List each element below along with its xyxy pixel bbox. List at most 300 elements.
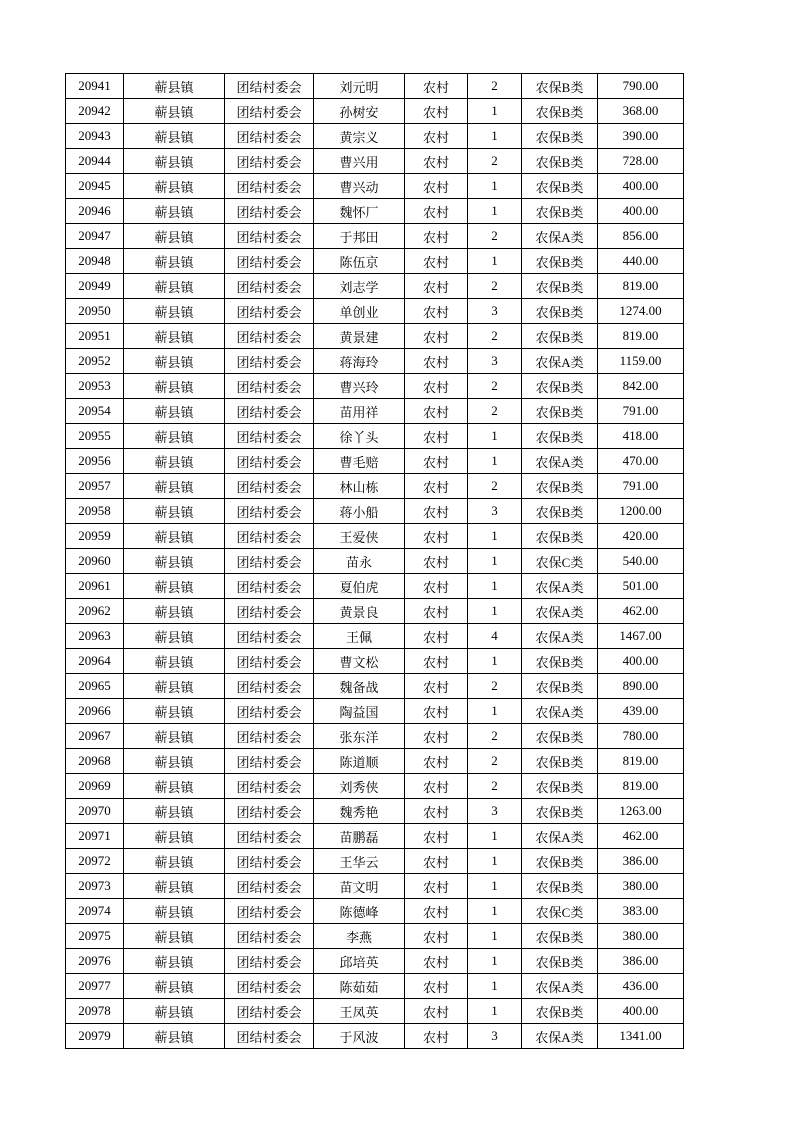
village-committee-cell: 团结村委会 <box>225 674 314 699</box>
area-type-cell: 农村 <box>405 574 468 599</box>
table-row <box>66 499 684 524</box>
amount-cell: 1263.00 <box>598 799 684 824</box>
table-row <box>66 874 684 899</box>
area-type-cell: 农村 <box>405 174 468 199</box>
insurance-category-cell: 农保C类 <box>522 899 598 924</box>
town-cell: 蕲县镇 <box>124 874 225 899</box>
town-cell: 蕲县镇 <box>124 824 225 849</box>
village-committee-cell: 团结村委会 <box>225 749 314 774</box>
person-count-cell: 2 <box>468 674 522 699</box>
insurance-category-cell: 农保A类 <box>522 349 598 374</box>
table-row <box>66 674 684 699</box>
record-id-cell: 20957 <box>66 474 124 499</box>
record-id-cell: 20979 <box>66 1024 124 1049</box>
area-type-cell: 农村 <box>405 599 468 624</box>
record-id-cell: 20942 <box>66 99 124 124</box>
area-type-cell: 农村 <box>405 524 468 549</box>
person-count-cell: 3 <box>468 799 522 824</box>
record-id-cell: 20954 <box>66 399 124 424</box>
person-count-cell: 1 <box>468 199 522 224</box>
amount-cell: 791.00 <box>598 399 684 424</box>
record-id-cell: 20943 <box>66 124 124 149</box>
amount-cell: 819.00 <box>598 274 684 299</box>
village-committee-cell: 团结村委会 <box>225 299 314 324</box>
area-type-cell: 农村 <box>405 499 468 524</box>
amount-cell: 383.00 <box>598 899 684 924</box>
village-committee-cell: 团结村委会 <box>225 874 314 899</box>
table-row <box>66 949 684 974</box>
village-committee-cell: 团结村委会 <box>225 949 314 974</box>
person-count-cell: 1 <box>468 949 522 974</box>
town-cell: 蕲县镇 <box>124 524 225 549</box>
person-name-cell: 王爱侠 <box>314 524 405 549</box>
town-cell: 蕲县镇 <box>124 949 225 974</box>
table-row <box>66 799 684 824</box>
table-row <box>66 399 684 424</box>
person-count-cell: 2 <box>468 724 522 749</box>
amount-cell: 501.00 <box>598 574 684 599</box>
person-count-cell: 3 <box>468 1024 522 1049</box>
record-id-cell: 20949 <box>66 274 124 299</box>
record-id-cell: 20971 <box>66 824 124 849</box>
record-id-cell: 20975 <box>66 924 124 949</box>
town-cell: 蕲县镇 <box>124 449 225 474</box>
amount-cell: 1274.00 <box>598 299 684 324</box>
area-type-cell: 农村 <box>405 849 468 874</box>
amount-cell: 400.00 <box>598 649 684 674</box>
town-cell: 蕲县镇 <box>124 799 225 824</box>
record-id-cell: 20978 <box>66 999 124 1024</box>
amount-cell: 790.00 <box>598 74 684 99</box>
insurance-category-cell: 农保B类 <box>522 924 598 949</box>
table-row <box>66 774 684 799</box>
person-name-cell: 张东洋 <box>314 724 405 749</box>
person-name-cell: 曹兴玲 <box>314 374 405 399</box>
person-count-cell: 2 <box>468 324 522 349</box>
insurance-category-cell: 农保A类 <box>522 699 598 724</box>
area-type-cell: 农村 <box>405 474 468 499</box>
record-id-cell: 20967 <box>66 724 124 749</box>
town-cell: 蕲县镇 <box>124 149 225 174</box>
area-type-cell: 农村 <box>405 374 468 399</box>
town-cell: 蕲县镇 <box>124 349 225 374</box>
record-id-cell: 20977 <box>66 974 124 999</box>
area-type-cell: 农村 <box>405 424 468 449</box>
person-name-cell: 黄景建 <box>314 324 405 349</box>
record-id-cell: 20951 <box>66 324 124 349</box>
village-committee-cell: 团结村委会 <box>225 99 314 124</box>
table-row <box>66 474 684 499</box>
person-name-cell: 魏怀厂 <box>314 199 405 224</box>
village-committee-cell: 团结村委会 <box>225 224 314 249</box>
person-name-cell: 于邦田 <box>314 224 405 249</box>
record-id-cell: 20961 <box>66 574 124 599</box>
village-committee-cell: 团结村委会 <box>225 124 314 149</box>
town-cell: 蕲县镇 <box>124 749 225 774</box>
record-id-cell: 20960 <box>66 549 124 574</box>
area-type-cell: 农村 <box>405 649 468 674</box>
person-count-cell: 2 <box>468 399 522 424</box>
area-type-cell: 农村 <box>405 624 468 649</box>
person-count-cell: 1 <box>468 124 522 149</box>
amount-cell: 439.00 <box>598 699 684 724</box>
area-type-cell: 农村 <box>405 824 468 849</box>
person-name-cell: 曹兴动 <box>314 174 405 199</box>
amount-cell: 1341.00 <box>598 1024 684 1049</box>
town-cell: 蕲县镇 <box>124 574 225 599</box>
insurance-category-cell: 农保B类 <box>522 149 598 174</box>
town-cell: 蕲县镇 <box>124 74 225 99</box>
area-type-cell: 农村 <box>405 999 468 1024</box>
person-count-cell: 1 <box>468 999 522 1024</box>
record-id-cell: 20948 <box>66 249 124 274</box>
village-committee-cell: 团结村委会 <box>225 199 314 224</box>
person-count-cell: 3 <box>468 299 522 324</box>
amount-cell: 856.00 <box>598 224 684 249</box>
record-id-cell: 20974 <box>66 899 124 924</box>
insurance-category-cell: 农保B类 <box>522 274 598 299</box>
area-type-cell: 农村 <box>405 74 468 99</box>
person-name-cell: 苗文明 <box>314 874 405 899</box>
amount-cell: 436.00 <box>598 974 684 999</box>
person-name-cell: 蒋小船 <box>314 499 405 524</box>
town-cell: 蕲县镇 <box>124 399 225 424</box>
person-count-cell: 2 <box>468 74 522 99</box>
person-count-cell: 4 <box>468 624 522 649</box>
amount-cell: 386.00 <box>598 949 684 974</box>
record-id-cell: 20958 <box>66 499 124 524</box>
record-id-cell: 20973 <box>66 874 124 899</box>
person-name-cell: 魏秀艳 <box>314 799 405 824</box>
person-name-cell: 徐丫头 <box>314 424 405 449</box>
person-count-cell: 1 <box>468 649 522 674</box>
town-cell: 蕲县镇 <box>124 374 225 399</box>
area-type-cell: 农村 <box>405 674 468 699</box>
person-count-cell: 1 <box>468 924 522 949</box>
amount-cell: 368.00 <box>598 99 684 124</box>
person-name-cell: 王华云 <box>314 849 405 874</box>
village-committee-cell: 团结村委会 <box>225 799 314 824</box>
village-committee-cell: 团结村委会 <box>225 974 314 999</box>
insurance-category-cell: 农保A类 <box>522 624 598 649</box>
area-type-cell: 农村 <box>405 749 468 774</box>
area-type-cell: 农村 <box>405 124 468 149</box>
person-name-cell: 陈道顺 <box>314 749 405 774</box>
record-id-cell: 20968 <box>66 749 124 774</box>
table-row <box>66 99 684 124</box>
record-id-cell: 20962 <box>66 599 124 624</box>
person-count-cell: 1 <box>468 424 522 449</box>
insurance-category-cell: 农保B类 <box>522 499 598 524</box>
table-row <box>66 974 684 999</box>
area-type-cell: 农村 <box>405 974 468 999</box>
table-row <box>66 374 684 399</box>
record-id-cell: 20969 <box>66 774 124 799</box>
table-row <box>66 74 684 99</box>
person-count-cell: 1 <box>468 99 522 124</box>
insurance-category-cell: 农保B类 <box>522 99 598 124</box>
town-cell: 蕲县镇 <box>124 599 225 624</box>
insurance-category-cell: 农保B类 <box>522 874 598 899</box>
person-name-cell: 黄宗义 <box>314 124 405 149</box>
person-name-cell: 王凤英 <box>314 999 405 1024</box>
person-count-cell: 1 <box>468 174 522 199</box>
insurance-category-cell: 农保B类 <box>522 774 598 799</box>
person-name-cell: 陶益国 <box>314 699 405 724</box>
record-id-cell: 20955 <box>66 424 124 449</box>
town-cell: 蕲县镇 <box>124 699 225 724</box>
person-name-cell: 刘秀侠 <box>314 774 405 799</box>
insurance-category-cell: 农保B类 <box>522 249 598 274</box>
area-type-cell: 农村 <box>405 699 468 724</box>
table-row <box>66 1024 684 1049</box>
person-count-cell: 1 <box>468 974 522 999</box>
person-name-cell: 刘元明 <box>314 74 405 99</box>
record-id-cell: 20976 <box>66 949 124 974</box>
amount-cell: 791.00 <box>598 474 684 499</box>
person-count-cell: 2 <box>468 149 522 174</box>
insurance-category-cell: 农保C类 <box>522 549 598 574</box>
insurance-category-cell: 农保B类 <box>522 649 598 674</box>
village-committee-cell: 团结村委会 <box>225 149 314 174</box>
person-name-cell: 孙树安 <box>314 99 405 124</box>
area-type-cell: 农村 <box>405 224 468 249</box>
person-count-cell: 1 <box>468 899 522 924</box>
person-name-cell: 李燕 <box>314 924 405 949</box>
town-cell: 蕲县镇 <box>124 624 225 649</box>
area-type-cell: 农村 <box>405 299 468 324</box>
person-count-cell: 1 <box>468 549 522 574</box>
area-type-cell: 农村 <box>405 99 468 124</box>
table-row <box>66 824 684 849</box>
insurance-category-cell: 农保A类 <box>522 449 598 474</box>
town-cell: 蕲县镇 <box>124 474 225 499</box>
record-id-cell: 20964 <box>66 649 124 674</box>
amount-cell: 400.00 <box>598 999 684 1024</box>
amount-cell: 380.00 <box>598 924 684 949</box>
insurance-category-cell: 农保A类 <box>522 824 598 849</box>
insurance-category-cell: 农保B类 <box>522 999 598 1024</box>
person-count-cell: 1 <box>468 849 522 874</box>
area-type-cell: 农村 <box>405 149 468 174</box>
amount-cell: 1467.00 <box>598 624 684 649</box>
town-cell: 蕲县镇 <box>124 974 225 999</box>
table-row <box>66 424 684 449</box>
village-committee-cell: 团结村委会 <box>225 849 314 874</box>
village-committee-cell: 团结村委会 <box>225 624 314 649</box>
insurance-category-cell: 农保B类 <box>522 324 598 349</box>
town-cell: 蕲县镇 <box>124 249 225 274</box>
person-name-cell: 曹毛赔 <box>314 449 405 474</box>
village-committee-cell: 团结村委会 <box>225 1024 314 1049</box>
area-type-cell: 农村 <box>405 399 468 424</box>
table-row <box>66 599 684 624</box>
person-name-cell: 刘志学 <box>314 274 405 299</box>
record-id-cell: 20945 <box>66 174 124 199</box>
insurance-category-cell: 农保B类 <box>522 724 598 749</box>
amount-cell: 420.00 <box>598 524 684 549</box>
insurance-category-cell: 农保A类 <box>522 599 598 624</box>
table-row <box>66 124 684 149</box>
person-count-cell: 2 <box>468 274 522 299</box>
person-count-cell: 3 <box>468 499 522 524</box>
area-type-cell: 农村 <box>405 549 468 574</box>
insurance-category-cell: 农保B类 <box>522 424 598 449</box>
amount-cell: 462.00 <box>598 599 684 624</box>
person-name-cell: 苗鹏磊 <box>314 824 405 849</box>
record-id-cell: 20966 <box>66 699 124 724</box>
area-type-cell: 农村 <box>405 774 468 799</box>
village-committee-cell: 团结村委会 <box>225 399 314 424</box>
village-committee-cell: 团结村委会 <box>225 824 314 849</box>
record-id-cell: 20952 <box>66 349 124 374</box>
table-row <box>66 199 684 224</box>
table-body <box>66 74 684 1049</box>
town-cell: 蕲县镇 <box>124 674 225 699</box>
table-row <box>66 724 684 749</box>
town-cell: 蕲县镇 <box>124 774 225 799</box>
person-name-cell: 苗永 <box>314 549 405 574</box>
person-count-cell: 2 <box>468 774 522 799</box>
amount-cell: 780.00 <box>598 724 684 749</box>
insurance-category-cell: 农保B类 <box>522 74 598 99</box>
town-cell: 蕲县镇 <box>124 849 225 874</box>
village-committee-cell: 团结村委会 <box>225 74 314 99</box>
person-name-cell: 单创业 <box>314 299 405 324</box>
table-row <box>66 324 684 349</box>
insurance-category-cell: 农保B类 <box>522 799 598 824</box>
table-row <box>66 999 684 1024</box>
table-row <box>66 249 684 274</box>
area-type-cell: 农村 <box>405 924 468 949</box>
amount-cell: 380.00 <box>598 874 684 899</box>
table-row <box>66 624 684 649</box>
insurance-category-cell: 农保B类 <box>522 474 598 499</box>
person-count-cell: 1 <box>468 599 522 624</box>
amount-cell: 418.00 <box>598 424 684 449</box>
table-row <box>66 349 684 374</box>
amount-cell: 462.00 <box>598 824 684 849</box>
area-type-cell: 农村 <box>405 899 468 924</box>
insurance-category-cell: 农保A类 <box>522 1024 598 1049</box>
insurance-category-cell: 农保B类 <box>522 749 598 774</box>
amount-cell: 842.00 <box>598 374 684 399</box>
village-committee-cell: 团结村委会 <box>225 524 314 549</box>
record-id-cell: 20944 <box>66 149 124 174</box>
area-type-cell: 农村 <box>405 324 468 349</box>
table-row <box>66 549 684 574</box>
table-row <box>66 174 684 199</box>
person-count-cell: 3 <box>468 349 522 374</box>
person-name-cell: 王佩 <box>314 624 405 649</box>
amount-cell: 728.00 <box>598 149 684 174</box>
record-id-cell: 20950 <box>66 299 124 324</box>
person-count-cell: 1 <box>468 449 522 474</box>
village-committee-cell: 团结村委会 <box>225 499 314 524</box>
person-name-cell: 黄景良 <box>314 599 405 624</box>
town-cell: 蕲县镇 <box>124 299 225 324</box>
table-row <box>66 649 684 674</box>
table-row <box>66 849 684 874</box>
amount-cell: 1200.00 <box>598 499 684 524</box>
town-cell: 蕲县镇 <box>124 724 225 749</box>
village-committee-cell: 团结村委会 <box>225 924 314 949</box>
record-id-cell: 20956 <box>66 449 124 474</box>
person-name-cell: 陈德峰 <box>314 899 405 924</box>
village-committee-cell: 团结村委会 <box>225 649 314 674</box>
person-count-cell: 1 <box>468 699 522 724</box>
village-committee-cell: 团结村委会 <box>225 474 314 499</box>
table-row <box>66 149 684 174</box>
village-committee-cell: 团结村委会 <box>225 349 314 374</box>
amount-cell: 819.00 <box>598 324 684 349</box>
table-row <box>66 224 684 249</box>
town-cell: 蕲县镇 <box>124 224 225 249</box>
person-name-cell: 曹文松 <box>314 649 405 674</box>
amount-cell: 470.00 <box>598 449 684 474</box>
amount-cell: 400.00 <box>598 199 684 224</box>
amount-cell: 819.00 <box>598 774 684 799</box>
town-cell: 蕲县镇 <box>124 899 225 924</box>
insurance-category-cell: 农保B类 <box>522 674 598 699</box>
amount-cell: 386.00 <box>598 849 684 874</box>
village-committee-cell: 团结村委会 <box>225 899 314 924</box>
record-id-cell: 20965 <box>66 674 124 699</box>
insurance-category-cell: 农保B类 <box>522 124 598 149</box>
table-row <box>66 299 684 324</box>
amount-cell: 540.00 <box>598 549 684 574</box>
person-count-cell: 2 <box>468 749 522 774</box>
table-row <box>66 749 684 774</box>
village-committee-cell: 团结村委会 <box>225 374 314 399</box>
village-committee-cell: 团结村委会 <box>225 249 314 274</box>
insurance-category-cell: 农保B类 <box>522 374 598 399</box>
person-name-cell: 邱培英 <box>314 949 405 974</box>
town-cell: 蕲县镇 <box>124 199 225 224</box>
village-committee-cell: 团结村委会 <box>225 549 314 574</box>
village-committee-cell: 团结村委会 <box>225 599 314 624</box>
village-committee-cell: 团结村委会 <box>225 424 314 449</box>
village-committee-cell: 团结村委会 <box>225 274 314 299</box>
town-cell: 蕲县镇 <box>124 549 225 574</box>
person-name-cell: 苗用祥 <box>314 399 405 424</box>
town-cell: 蕲县镇 <box>124 274 225 299</box>
amount-cell: 819.00 <box>598 749 684 774</box>
insurance-category-cell: 农保B类 <box>522 949 598 974</box>
amount-cell: 400.00 <box>598 174 684 199</box>
person-count-cell: 2 <box>468 374 522 399</box>
insurance-category-cell: 农保B类 <box>522 299 598 324</box>
table-row <box>66 574 684 599</box>
person-count-cell: 1 <box>468 249 522 274</box>
town-cell: 蕲县镇 <box>124 649 225 674</box>
person-name-cell: 陈茹茹 <box>314 974 405 999</box>
amount-cell: 1159.00 <box>598 349 684 374</box>
amount-cell: 390.00 <box>598 124 684 149</box>
person-count-cell: 1 <box>468 874 522 899</box>
table-row <box>66 449 684 474</box>
record-id-cell: 20972 <box>66 849 124 874</box>
table-row <box>66 699 684 724</box>
village-committee-cell: 团结村委会 <box>225 449 314 474</box>
village-committee-cell: 团结村委会 <box>225 174 314 199</box>
record-id-cell: 20959 <box>66 524 124 549</box>
town-cell: 蕲县镇 <box>124 124 225 149</box>
town-cell: 蕲县镇 <box>124 424 225 449</box>
town-cell: 蕲县镇 <box>124 1024 225 1049</box>
person-count-cell: 1 <box>468 574 522 599</box>
town-cell: 蕲县镇 <box>124 324 225 349</box>
